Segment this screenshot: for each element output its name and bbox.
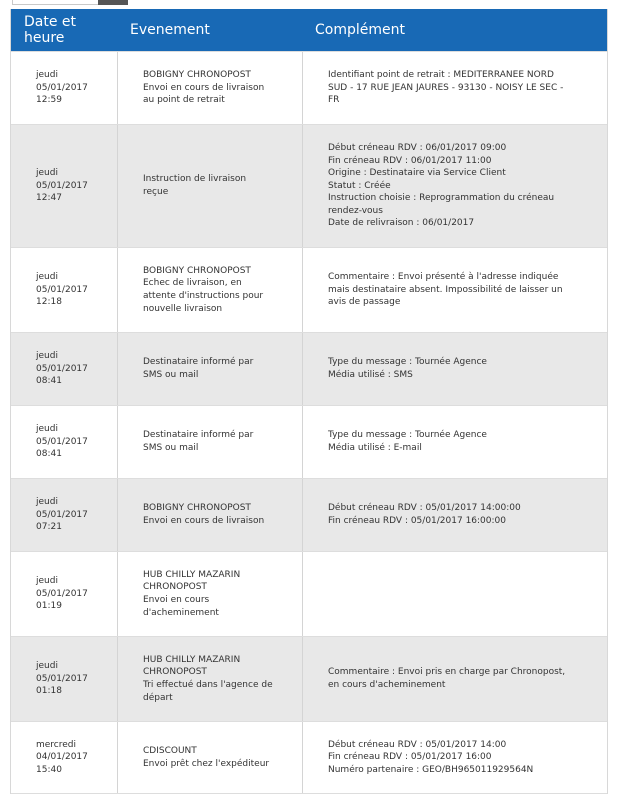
table-row xyxy=(11,551,607,636)
header-date: Date et heure xyxy=(24,14,77,46)
row-date: jeudi 05/01/2017 08:41 xyxy=(11,406,118,478)
row-event: Destinataire informé par SMS ou mail xyxy=(118,333,303,405)
tracking-table xyxy=(10,9,608,794)
row-date: jeudi 05/01/2017 12:18 xyxy=(11,248,118,332)
row-complement: Identifiant point de retrait : MEDITERRANEE NORD SUD - 17 RUE JEAN JAURES - 93130 - NOISY LE SEC - FR xyxy=(328,70,564,106)
row-event: BOBIGNY CHRONOPOST Envoi en cours de livraison au point de retrait xyxy=(118,52,303,124)
row-complement: Commentaire : Envoi pris en charge par Chronopost, en cours d'acheminement xyxy=(328,667,566,690)
row-date: jeudi 05/01/2017 07:21 xyxy=(11,479,118,551)
row-event: BOBIGNY CHRONOPOST Envoi en cours de livraison xyxy=(118,479,303,551)
search-input[interactable] xyxy=(12,0,99,5)
header-event: Evenement xyxy=(130,22,210,38)
row-date: jeudi 05/01/2017 01:19 xyxy=(11,552,118,636)
search-button[interactable] xyxy=(98,0,128,5)
table-header xyxy=(11,9,607,51)
table-row xyxy=(11,124,607,247)
row-date: jeudi 05/01/2017 01:18 xyxy=(11,637,118,721)
table-row xyxy=(11,51,607,124)
table-row xyxy=(11,247,607,332)
table-row xyxy=(11,405,607,478)
header-complement: Complément xyxy=(315,22,405,38)
table-row xyxy=(11,636,607,721)
row-complement: Type du message : Tournée Agence Média utilisé : SMS xyxy=(328,357,487,380)
row-complement xyxy=(303,552,607,636)
row-date: jeudi 05/01/2017 08:41 xyxy=(11,333,118,405)
row-event: CDISCOUNT Envoi prêt chez l'expéditeur xyxy=(118,722,303,793)
row-event: Destinataire informé par SMS ou mail xyxy=(118,406,303,478)
row-complement: Commentaire : Envoi présenté à l'adresse indiquée mais destinataire absent. Impossibilité de laisser un avis de passage xyxy=(328,272,563,308)
row-complement: Début créneau RDV : 06/01/2017 09:00 Fin créneau RDV : 06/01/2017 11:00 Origine : Destinataire via Service Client Statut : Créée Instruction choisie : Reprogrammation du créneau rendez-vous Date de relivraison : 06/01/2017 xyxy=(328,142,555,229)
row-date: mercredi 04/01/2017 15:40 xyxy=(11,722,118,793)
table-row xyxy=(11,332,607,405)
row-complement: Début créneau RDV : 05/01/2017 14:00:00 Fin créneau RDV : 05/01/2017 16:00:00 xyxy=(328,503,521,526)
table-row xyxy=(11,721,607,794)
row-event: BOBIGNY CHRONOPOST Echec de livraison, en attente d'instructions pour nouvelle livraison xyxy=(118,248,303,332)
row-date: jeudi 05/01/2017 12:59 xyxy=(11,52,118,124)
row-date: jeudi 05/01/2017 12:47 xyxy=(11,125,118,247)
row-event: HUB CHILLY MAZARIN CHRONOPOST Envoi en cours d'acheminement xyxy=(118,552,303,636)
top-search-bar xyxy=(0,0,621,8)
row-complement: Type du message : Tournée Agence Média utilisé : E-mail xyxy=(328,430,487,453)
table-row xyxy=(11,478,607,551)
row-event: Instruction de livraison reçue xyxy=(118,125,303,247)
row-complement: Début créneau RDV : 05/01/2017 14:00 Fin créneau RDV : 05/01/2017 16:00 Numéro partenaire : GEO/BH965011929564N xyxy=(328,739,534,775)
row-event: HUB CHILLY MAZARIN CHRONOPOST Tri effectué dans l'agence de départ xyxy=(118,637,303,721)
